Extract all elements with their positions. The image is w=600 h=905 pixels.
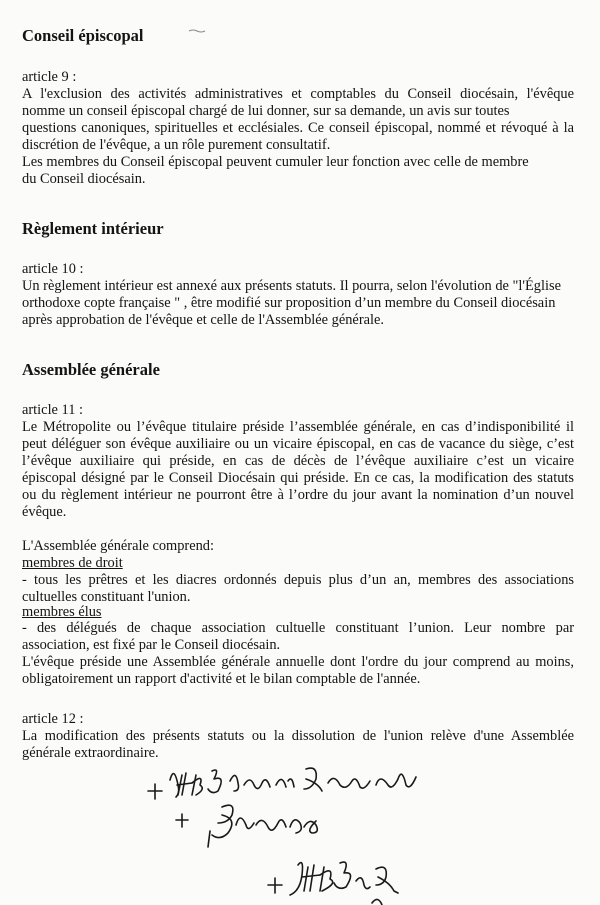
signature-2 bbox=[176, 805, 317, 847]
text-line: La modification des présents statuts ou la dissolution de l'union relève d'une Assemblée bbox=[22, 728, 574, 744]
article-10-text bbox=[22, 278, 574, 329]
text-line: A l'exclusion des activités administratives et comptables du Conseil diocésain, l'évêque bbox=[22, 86, 574, 102]
text-line: après approbation de l'évêque et celle de l'Assemblée générale. bbox=[22, 311, 384, 328]
text-line: générale extraordinaire. bbox=[22, 744, 159, 761]
text-line: L'évêque préside une Assemblée générale annuelle dont l'ordre du jour comprend au moins, bbox=[22, 653, 574, 670]
article-11-label: article 11 : bbox=[22, 402, 83, 418]
text-line: Un règlement intérieur est annexé aux présents statuts. Il pourra, selon l'évolution de "l'Église bbox=[22, 278, 561, 294]
article-9-label: article 9 : bbox=[22, 69, 77, 85]
section-title-assemblee: Assemblée générale bbox=[22, 360, 160, 379]
section-title-conseil: Conseil épiscopal bbox=[22, 26, 144, 45]
text-line: - des délégués de chaque association cultuelle constituant l’union. Leur nombre par bbox=[22, 620, 574, 636]
membres-elus-heading: membres élus bbox=[22, 604, 102, 620]
article-10-label: article 10 : bbox=[22, 261, 84, 277]
text-line: du Conseil diocésain. bbox=[22, 170, 146, 187]
signature-1 bbox=[148, 768, 416, 799]
text-line: - tous les prêtres et les diacres ordonnés depuis plus d’un an, membres des associations bbox=[22, 572, 574, 588]
text-line: orthodoxe copte française " , être modifié sur proposition d’un membre du Conseil diocésain bbox=[22, 294, 556, 311]
section-title-reglement: Règlement intérieur bbox=[22, 219, 164, 238]
article-12-label: article 12 : bbox=[22, 711, 84, 727]
text-line: Les membres du Conseil épiscopal peuvent cumuler leur fonction avec celle de membre bbox=[22, 153, 529, 170]
text-line: l’évêque auxiliaire qui préside, en cas de décès de l’évêque auxiliaire c’est un vicaire bbox=[22, 452, 574, 469]
membres-de-droit-heading: membres de droit bbox=[22, 555, 123, 571]
signatures bbox=[0, 745, 600, 905]
signature-3 bbox=[268, 862, 398, 905]
text-line: association, est fixé par le Conseil diocésain. bbox=[22, 636, 281, 653]
text-line: questions canoniques, spirituelles et ecclésiales. Ce conseil épiscopal, nommé et révoqué à la bbox=[22, 119, 574, 136]
text-line: obligatoirement un rapport d'activité et le bilan comptable de l'année. bbox=[22, 670, 421, 687]
text-line: peut déléguer son évêque auxiliaire ou un vicaire épiscopal, en cas de vacance du siège, c’est bbox=[22, 435, 574, 452]
text-line: discrétion de l'évêque, a un rôle purement consultatif. bbox=[22, 136, 331, 153]
text-line: Le Métropolite ou l’évêque titulaire préside l’assemblée générale, en cas d’indisponibilité il bbox=[22, 419, 574, 435]
membres-de-droit-text bbox=[22, 572, 574, 606]
article-11-text bbox=[22, 419, 574, 520]
assemblee-comprend: L'Assemblée générale comprend: bbox=[22, 538, 214, 554]
text-line: épiscopal désigné par le Conseil Diocésain qui préside. En ce cas, la modification des statuts bbox=[22, 469, 574, 486]
text-line: nomme un conseil épiscopal chargé de lui donner, sur sa demande, un avis sur toutes bbox=[22, 102, 510, 119]
article-9-text bbox=[22, 86, 574, 187]
text-line: ou du règlement intérieur ne pourront être à l’ordre du jour avant la nomination d’un nouvel bbox=[22, 486, 574, 503]
text-line: cultuelles constituant l'union. bbox=[22, 588, 191, 605]
scan-mark bbox=[188, 28, 206, 34]
membres-elus-text bbox=[22, 620, 574, 688]
text-line: évêque. bbox=[22, 503, 67, 520]
